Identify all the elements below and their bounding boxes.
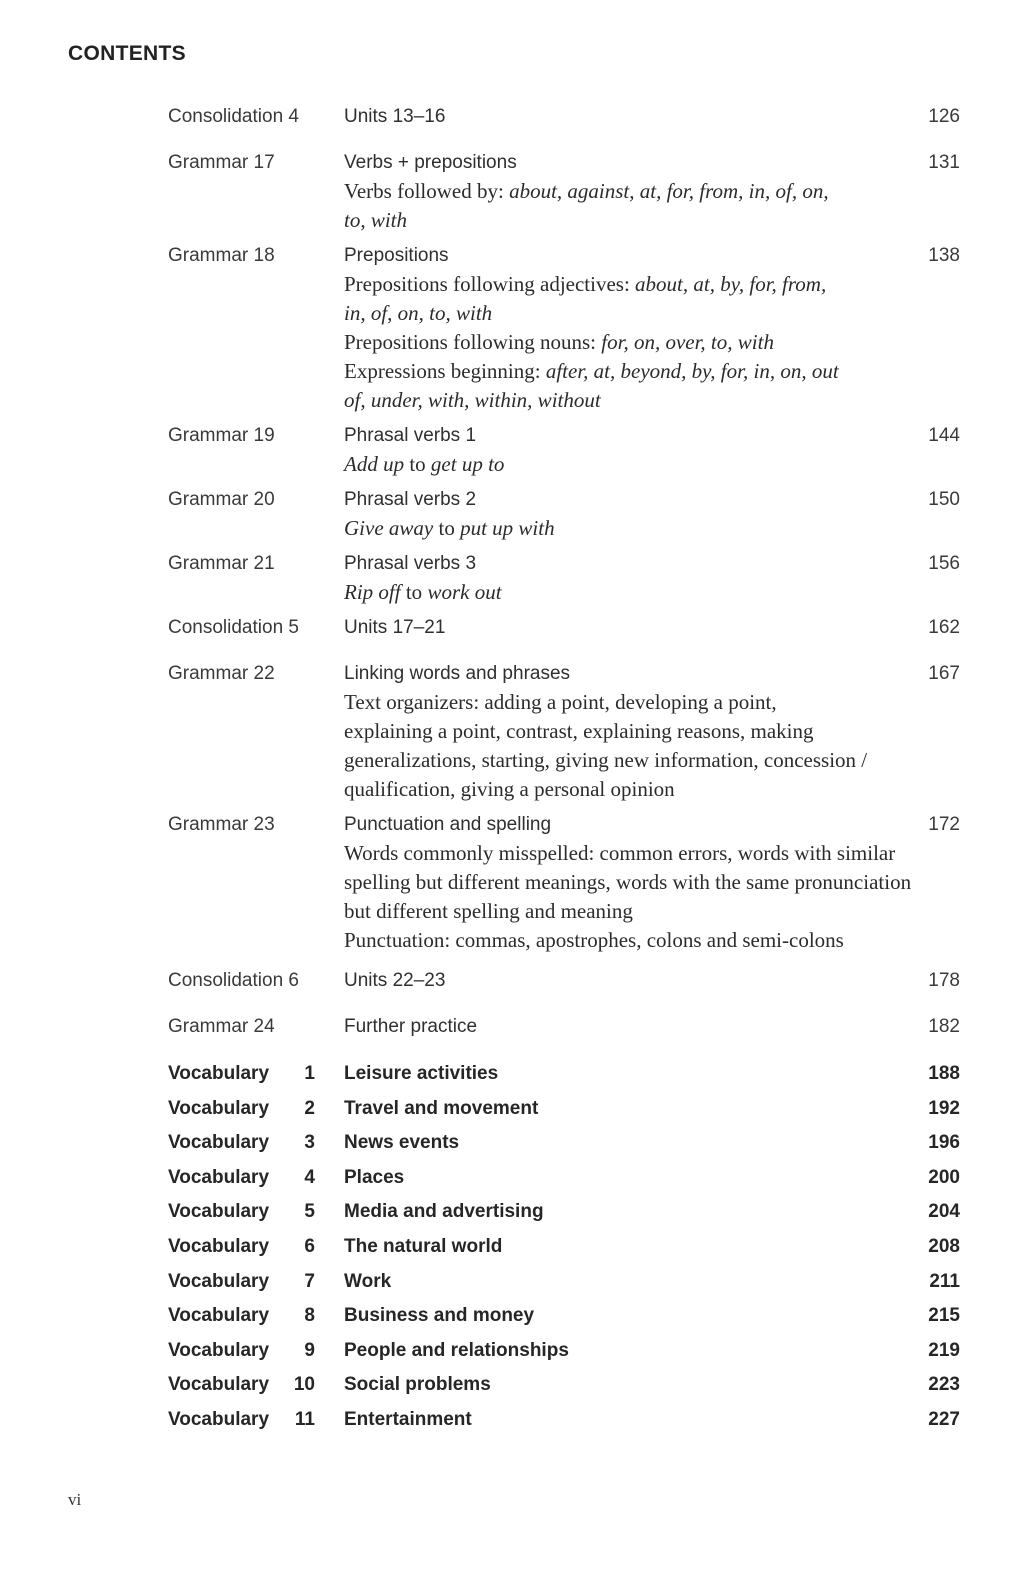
section-title[interactable]: People and relationships [344,1339,569,1361]
unit-number: 4 [304,1166,315,1188]
section-label: Consolidation 4 [168,106,299,127]
description-line [344,357,960,386]
unit-number: 9 [304,1339,315,1361]
italic-text: in, of, on, to, with [344,301,493,325]
section-label: Vocabulary [168,1305,270,1327]
vocabulary-entry [168,1336,960,1371]
vocabulary-entry [168,1267,960,1302]
toc-row [168,966,960,995]
toc-row [168,1232,960,1267]
italic-text: about, at, by, for, from, [635,272,827,296]
italic-text: Rip off [344,580,401,604]
toc-row [168,421,960,450]
section-label: Grammar 20 [168,489,275,510]
description-text: to [433,516,461,540]
italic-text: put up with [460,516,555,540]
toc-entry [168,966,960,995]
page-number[interactable]: 138 [928,245,960,266]
page-number[interactable]: 223 [928,1374,960,1396]
unit-number: 2 [304,1097,315,1119]
page-number[interactable]: 188 [928,1063,960,1084]
description-line [344,775,960,804]
section-label: Vocabulary [168,1374,270,1396]
italic-text: of, under, with, within, without [344,388,601,412]
toc-row [168,1012,960,1041]
section-label: Vocabulary [168,1063,270,1084]
vocabulary-entry [168,1197,960,1232]
section-label: Grammar 17 [168,152,275,173]
page-number[interactable]: 126 [928,106,960,127]
toc-row [168,1267,960,1302]
section-label: Grammar 21 [168,553,275,574]
description-line [344,688,960,717]
italic-text: Give away [344,516,434,540]
toc-row [168,1336,960,1371]
description-text: Punctuation: commas, apostrophes, colons and semi-colons [344,928,844,952]
unit-number: 6 [304,1235,315,1257]
section-description [344,270,960,415]
section-title[interactable]: Travel and movement [344,1097,539,1119]
description-line [344,299,960,328]
section-title[interactable]: Punctuation and spelling [344,814,552,835]
section-description [344,514,960,543]
section-title[interactable]: Phrasal verbs 1 [344,425,477,446]
toc-row [168,1197,960,1232]
section-title[interactable]: The natural world [344,1235,503,1257]
section-title[interactable]: Business and money [344,1305,535,1327]
section-title[interactable]: Media and advertising [344,1201,544,1223]
vocabulary-entry [168,1094,960,1129]
section-label: Vocabulary [168,1408,270,1430]
section-label: Vocabulary [168,1132,270,1154]
description-line [344,177,960,206]
section-description [344,450,960,479]
unit-number: 3 [304,1132,315,1154]
vocabulary-entry [168,1128,960,1163]
description-text: to [400,580,428,604]
vocabulary-entry [168,1301,960,1336]
toc-row [168,549,960,578]
description-text: qualification, giving a personal opinion [344,777,675,801]
section-title[interactable]: Leisure activities [344,1063,499,1084]
page-number[interactable]: 219 [928,1339,960,1361]
section-title[interactable]: Verbs + prepositions [344,152,517,173]
description-line [344,839,960,868]
description-line [344,386,960,415]
description-line [344,514,960,543]
description-line [344,450,960,479]
section-label: Vocabulary [168,1166,270,1188]
description-line [344,746,960,775]
toc-row [168,1128,960,1163]
section-title[interactable]: Phrasal verbs 2 [344,489,477,510]
page-number[interactable]: 182 [928,1016,960,1037]
description-line [344,717,960,746]
unit-number: 8 [304,1305,315,1327]
italic-text: Add up [344,452,405,476]
page-number[interactable]: 178 [928,970,960,991]
section-title[interactable]: Further practice [344,1016,478,1037]
page-number[interactable]: 144 [928,425,960,446]
toc-entry [168,810,960,955]
toc-row [168,659,960,688]
toc-entry [168,102,960,131]
section-label: Consolidation 5 [168,617,299,638]
page-number[interactable]: 208 [928,1235,960,1257]
page-number[interactable]: 131 [928,152,960,173]
toc-row [168,1370,960,1405]
table-of-contents [168,102,960,1440]
description-line [344,897,960,926]
section-label: Grammar 18 [168,245,275,266]
section-description [344,839,960,955]
italic-text: for, on, over, to, with [601,330,774,354]
section-title[interactable]: Social problems [344,1374,491,1396]
section-label: Vocabulary [168,1339,270,1361]
toc-row [168,102,960,131]
section-label: Consolidation 6 [168,970,299,991]
description-text: Expressions beginning: [344,359,546,383]
section-label: Grammar 23 [168,814,275,835]
italic-text: to, with [344,208,408,232]
unit-number: 11 [294,1408,315,1430]
description-text: generalizations, starting, giving new information, concession / [344,748,868,772]
vocabulary-entry [168,1405,960,1440]
page-number[interactable]: 200 [928,1166,960,1188]
section-title[interactable]: Work [344,1270,392,1292]
toc-entry [168,148,960,235]
description-text: Verbs followed by: [344,179,510,203]
unit-number: 10 [293,1374,315,1396]
page-number[interactable]: 227 [928,1408,960,1430]
description-line [344,578,960,607]
section-label: Vocabulary [168,1235,270,1257]
description-text: Prepositions following adjectives: [344,272,636,296]
page-number[interactable]: 211 [929,1270,960,1292]
section-title[interactable]: News events [344,1132,460,1154]
section-title[interactable]: Units 17–21 [344,617,446,638]
section-label: Grammar 24 [168,1016,275,1037]
toc-entry [168,613,960,642]
toc-row [168,1094,960,1129]
section-label: Vocabulary [168,1270,270,1292]
description-text: to [404,452,431,476]
toc-entry [168,421,960,479]
toc-row [168,1405,960,1440]
section-label: Vocabulary [168,1201,270,1223]
toc-row [168,148,960,177]
toc-entry [168,241,960,415]
toc-row [168,241,960,270]
section-description [344,688,960,804]
italic-text: work out [427,580,502,604]
description-line [344,328,960,357]
toc-entry [168,549,960,607]
page-number[interactable]: 192 [928,1097,960,1119]
description-line [344,270,960,299]
toc-entry [168,485,960,543]
unit-number: 1 [304,1063,315,1084]
page-number[interactable]: 162 [928,617,960,638]
section-label: Grammar 19 [168,425,275,446]
unit-number: 5 [304,1201,315,1223]
section-title[interactable]: Prepositions [344,245,449,266]
description-text: Prepositions following nouns: [344,330,602,354]
section-description [344,578,960,607]
vocabulary-entry [168,1232,960,1267]
page-number[interactable]: 150 [928,489,960,510]
page-number[interactable]: 167 [928,663,960,684]
unit-number: 7 [304,1270,315,1292]
section-title[interactable]: Entertainment [344,1408,472,1430]
italic-text: about, against, at, for, from, in, of, on, [509,179,829,203]
section-title[interactable]: Units 22–23 [344,970,446,991]
vocabulary-entry [168,1370,960,1405]
page-number[interactable]: 156 [928,553,960,574]
page-number[interactable]: 204 [928,1201,960,1223]
section-label: Vocabulary [168,1097,270,1119]
toc-row [168,485,960,514]
page-number[interactable]: 196 [928,1132,960,1154]
toc-entry [168,659,960,804]
description-line [344,926,960,955]
description-text: Text organizers: adding a point, developing a point, [344,690,777,714]
description-line [344,206,960,235]
section-title[interactable]: Places [344,1166,405,1188]
vocabulary-entry [168,1163,960,1198]
section-title[interactable]: Linking words and phrases [344,663,571,684]
description-text: but different spelling and meaning [344,899,633,923]
description-text: spelling but different meanings, words with the same pronunciation [344,870,912,894]
toc-row [168,1163,960,1198]
vocabulary-entry [168,1059,960,1094]
toc-row [168,810,960,839]
section-title[interactable]: Units 13–16 [344,106,446,127]
section-description [344,177,960,235]
toc-row [168,1059,960,1094]
section-label: Grammar 22 [168,663,275,684]
page-number[interactable]: 215 [928,1305,960,1327]
section-title[interactable]: Phrasal verbs 3 [344,553,477,574]
page-number[interactable]: 172 [928,814,960,835]
toc-entry [168,1012,960,1041]
italic-text: get up to [430,452,505,476]
italic-text: after, at, beyond, by, for, in, on, out [545,359,839,383]
page-number: vi [68,1490,82,1509]
description-text: explaining a point, contrast, explaining reasons, making [344,719,814,743]
description-text: Words commonly misspelled: common errors, words with similar [344,841,896,865]
page-title: CONTENTS [68,42,186,65]
description-line [344,868,960,897]
toc-row [168,1301,960,1336]
toc-row [168,613,960,642]
